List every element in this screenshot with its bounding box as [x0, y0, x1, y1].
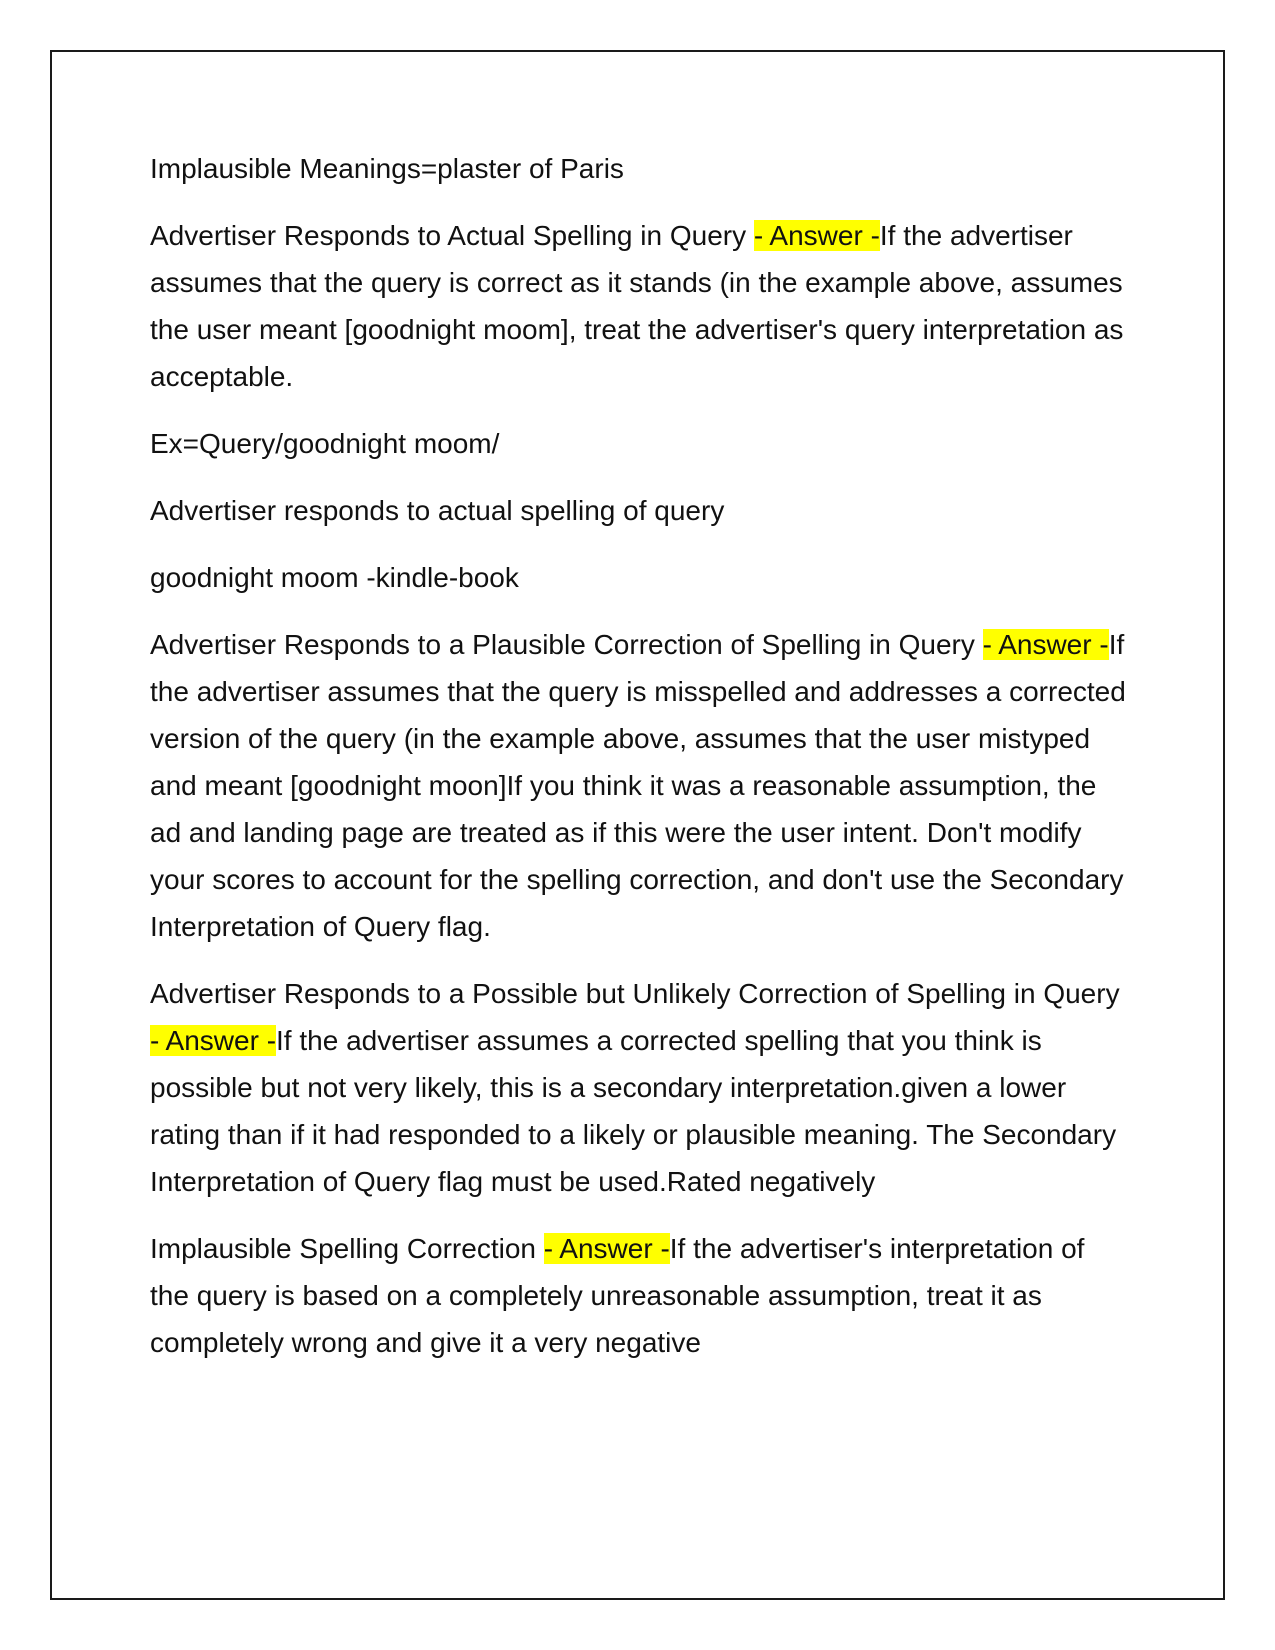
paragraph-text: Ex=Query/goodnight moom/ [150, 428, 500, 459]
paragraph-example-result [150, 554, 1130, 601]
paragraph-text: Advertiser responds to actual spelling of query [150, 495, 725, 526]
paragraph-answer: If the advertiser assumes a corrected spelling that you think is possible but not very likely, this is a secondary interpretation.given a lower rating than if it had responded to a likely or plausible meaning. The Secondary Interpretation of Query flag must be used.Rated negatively [150, 1025, 1117, 1197]
answer-highlight: - Answer - [982, 629, 1109, 660]
paragraph-question: Advertiser Responds to a Plausible Correction of Spelling in Query [150, 629, 983, 660]
answer-highlight: - Answer - [543, 1233, 670, 1264]
paragraph-actual-spelling [150, 212, 1130, 400]
answer-highlight: - Answer - [753, 220, 880, 251]
paragraph-question: Implausible Spelling Correction [150, 1233, 544, 1264]
paragraph-question: Advertiser Responds to Actual Spelling in Query [150, 220, 754, 251]
paragraph-text: goodnight moom -kindle-book [150, 562, 519, 593]
paragraph-answer: If the advertiser assumes that the query is misspelled and addresses a corrected version of the query (in the example above, assumes that the user mistyped and meant [goodnight moon]If you think it was a reasonable assumption, the ad and landing page are treated as if this were the user intent. Don't modify your scores to account for the spelling correction, and don't use the Secondary Interpretation of Query flag. [150, 629, 1126, 942]
answer-highlight: - Answer - [150, 1025, 277, 1056]
paragraph-question: Advertiser Responds to a Possible but Unlikely Correction of Spelling in Query [150, 978, 1120, 1009]
paragraph-unlikely-correction [150, 970, 1130, 1205]
paragraph-answer: If the advertiser assumes that the query is correct as it stands (in the example above, assumes the user meant [goodnight moom], treat the advertiser's query interpretation as acceptable. [150, 220, 1124, 392]
paragraph-plausible-correction [150, 621, 1130, 950]
paragraph-responds-actual [150, 487, 1130, 534]
document-body [150, 145, 1130, 1386]
paragraph-implausible-correction [150, 1225, 1130, 1366]
paragraph-example-query [150, 420, 1130, 467]
paragraph-text: Implausible Meanings=plaster of Paris [150, 153, 624, 184]
paragraph-implausible-meanings [150, 145, 1130, 192]
paragraph-answer: If the advertiser's interpretation of the query is based on a completely unreasonable assumption, treat it as completely wrong and give it a very negative [150, 1233, 1085, 1358]
